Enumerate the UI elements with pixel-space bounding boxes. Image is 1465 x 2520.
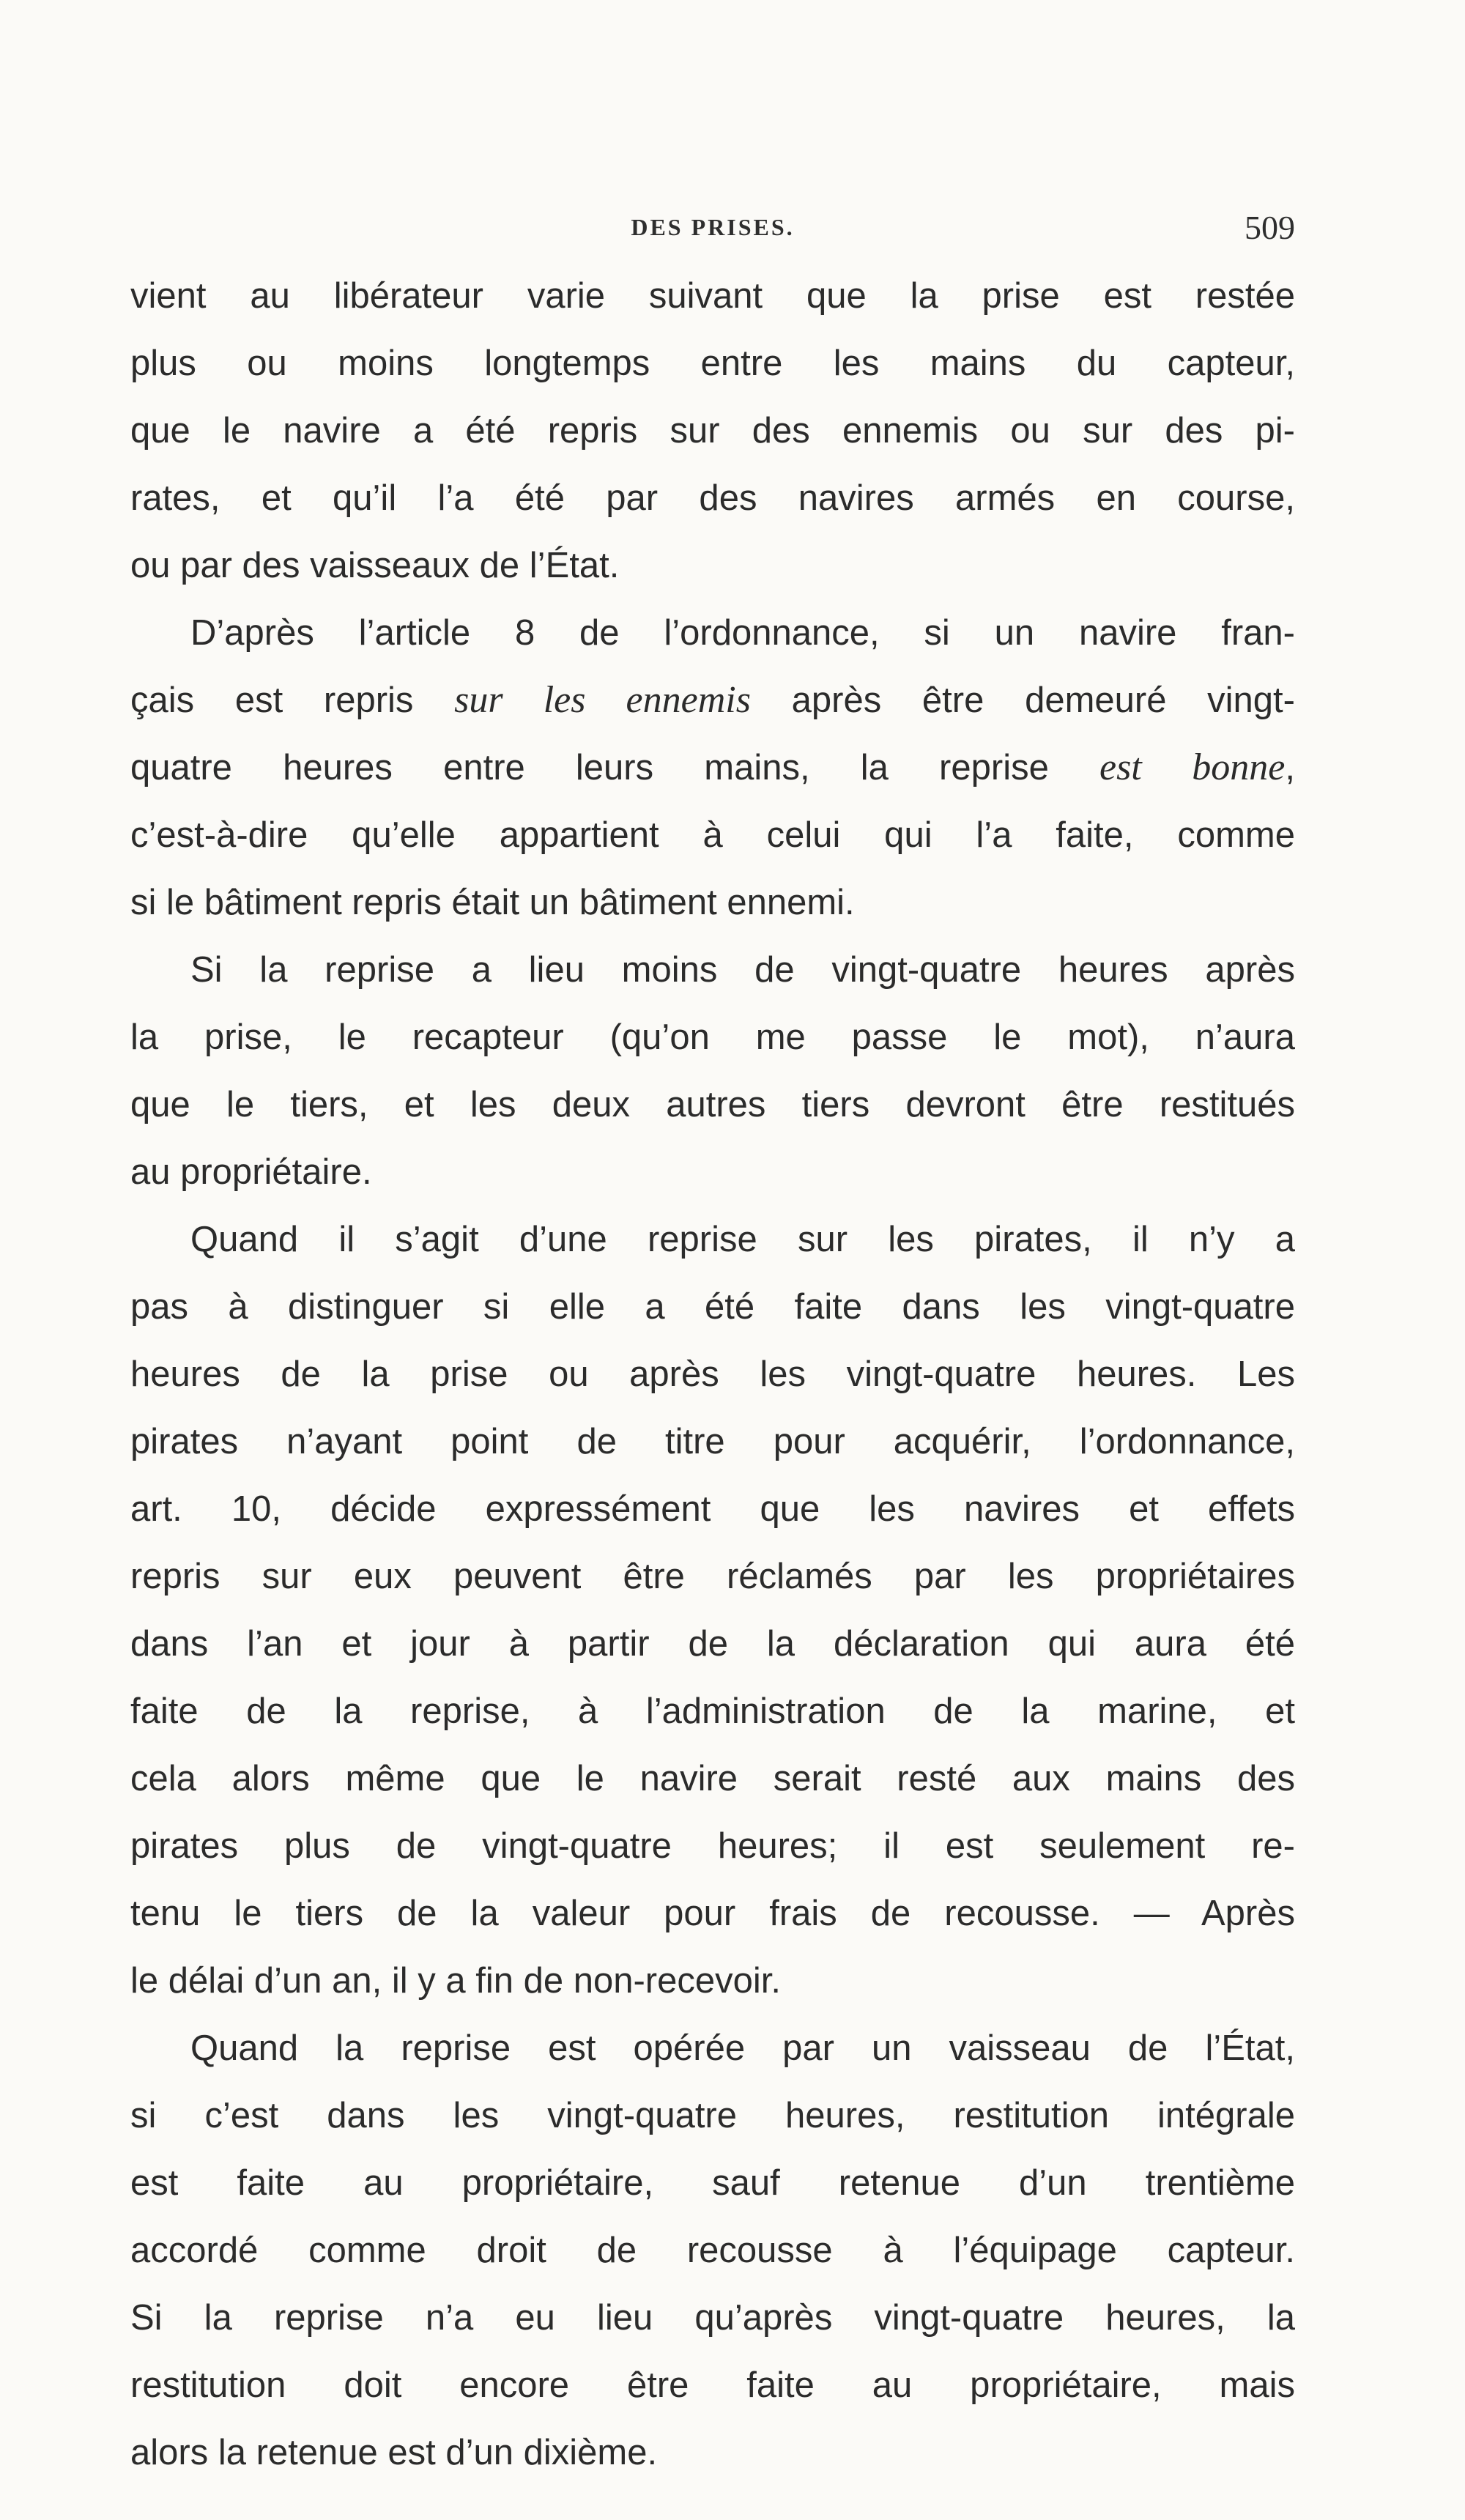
body-text — [130, 262, 1295, 2486]
text-line: vient au libérateur varie suivant que la prise est restée — [130, 276, 1295, 316]
page-number: 509 — [1245, 209, 1295, 246]
text-line: la prise, le recapteur (qu’on me passe le mot), n’aura — [130, 1018, 1295, 1057]
text-run: quatre heures entre leurs mains, la reprise — [130, 748, 1099, 788]
text-line: si c’est dans les vingt-quatre heures, restitution intégrale — [130, 2096, 1295, 2135]
text-line: rates, et qu’il l’a été par des navires armés en course, — [130, 478, 1295, 518]
text-line: Quand la reprise est opérée par un vaisseau de l’État, — [190, 2028, 1295, 2068]
text-run: après être demeuré vingt- — [750, 681, 1295, 720]
text-line: D’après l’article 8 de l’ordonnance, si un navire fran- — [190, 613, 1295, 653]
text-run: çais est repris — [130, 681, 455, 720]
text-line: Si la reprise n’a eu lieu qu’après vingt-quatre heures, la — [130, 2298, 1295, 2338]
italic-text-run: est bonne — [1099, 746, 1286, 788]
text-line: alors la retenue est d’un dixième. — [130, 2433, 658, 2472]
text-line: pirates plus de vingt-quatre heures; il est seulement re- — [130, 1826, 1295, 1866]
text-line: est faite au propriétaire, sauf retenue d’un trentième — [130, 2163, 1295, 2203]
running-head — [130, 207, 1295, 251]
text-run: , — [1285, 748, 1295, 788]
text-line — [130, 734, 1295, 801]
text-line: pas à distinguer si elle a été faite dans les vingt-quatre — [130, 1287, 1295, 1327]
text-line: c’est-à-dire qu’elle appartient à celui qui l’a faite, comme — [130, 815, 1295, 855]
text-line: dans l’an et jour à partir de la déclaration qui aura été — [130, 1624, 1295, 1664]
text-line: restitution doit encore être faite au propriétaire, mais — [130, 2365, 1295, 2405]
text-line: Quand il s’agit d’une reprise sur les pirates, il n’y a — [190, 1220, 1295, 1259]
text-line: pirates n’ayant point de titre pour acquérir, l’ordonnance, — [130, 1422, 1295, 1461]
text-line: faite de la reprise, à l’administration de la marine, et — [130, 1691, 1295, 1731]
text-line: repris sur eux peuvent être réclamés par les propriétaires — [130, 1557, 1295, 1596]
text-line: plus ou moins longtemps entre les mains du capteur, — [130, 344, 1295, 383]
text-line — [130, 667, 1295, 734]
text-line: Si la reprise a lieu moins de vingt-quatre heures après — [190, 950, 1295, 990]
text-line: que le tiers, et les deux autres tiers devront être restitués — [130, 1085, 1295, 1124]
text-line: le délai d’un an, il y a fin de non-recevoir. — [130, 1961, 781, 2001]
text-line: ou par des vaisseaux de l’État. — [130, 546, 620, 585]
text-line: cela alors même que le navire serait resté aux mains des — [130, 1759, 1295, 1798]
text-line: accordé comme droit de recousse à l’équipage capteur. — [130, 2231, 1295, 2270]
text-line: heures de la prise ou après les vingt-quatre heures. Les — [130, 1354, 1295, 1394]
italic-text-run: sur les ennemis — [454, 679, 751, 721]
text-line: art. 10, décide expressément que les navires et effets — [130, 1489, 1295, 1529]
text-line: si le bâtiment repris était un bâtiment ennemi. — [130, 883, 855, 922]
running-title: DES PRISES. — [631, 214, 795, 240]
text-line: au propriétaire. — [130, 1152, 372, 1192]
text-line: que le navire a été repris sur des ennemis ou sur des pi- — [130, 411, 1295, 451]
text-line: tenu le tiers de la valeur pour frais de recousse. — Après — [130, 1894, 1295, 1933]
